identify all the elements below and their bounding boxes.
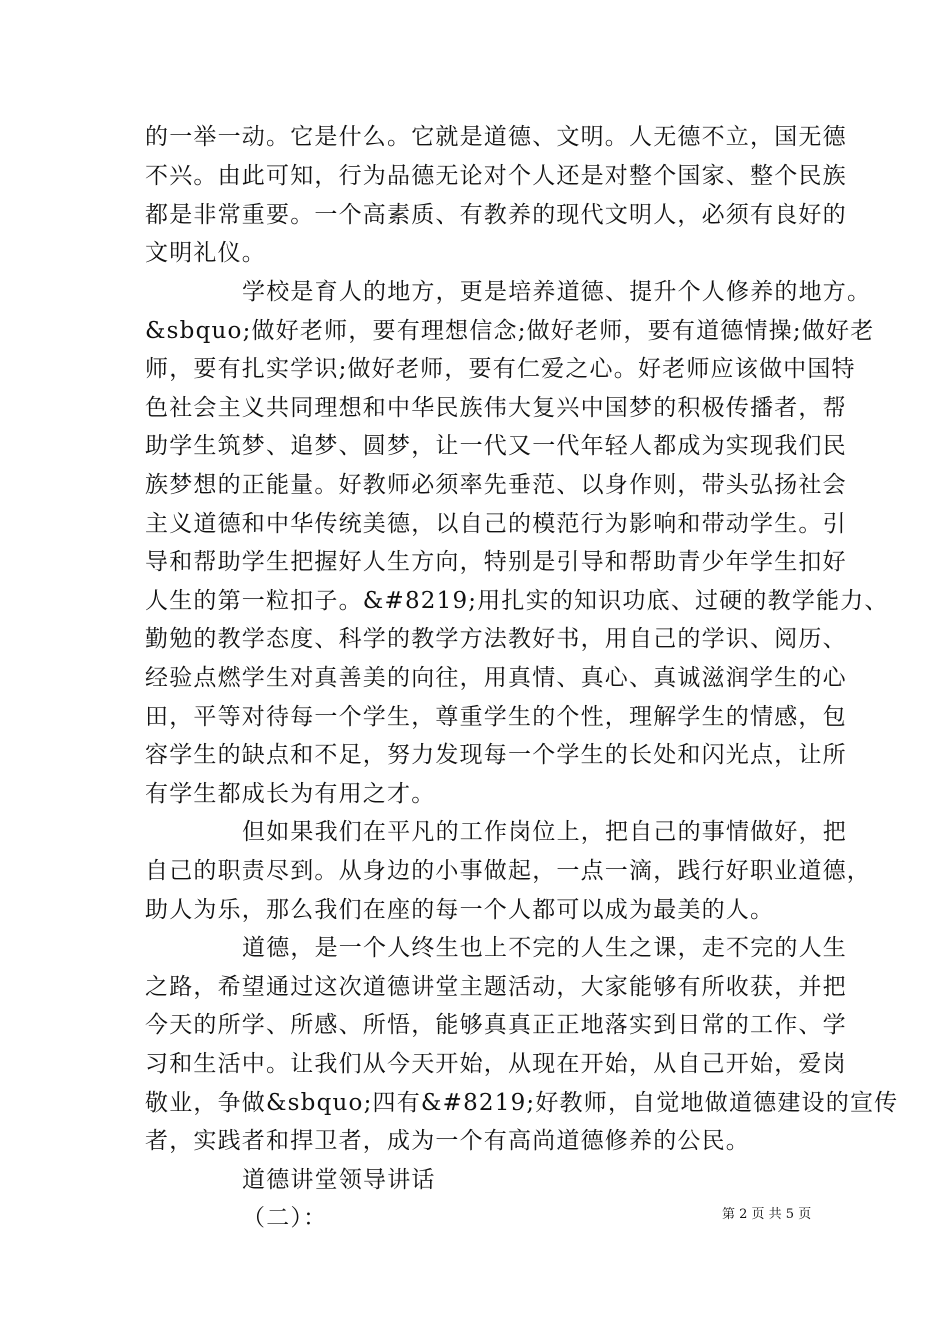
text-line: 敬业，争做&sbquo;四有&#8219;好教师，自觉地做道德建设的宣传 — [145, 1090, 899, 1116]
text-line: 之路，希望通过这次道德讲堂主题活动，大家能够有所收获，并把 — [145, 974, 847, 1000]
section-title: 道德讲堂领导讲话 — [242, 1167, 436, 1193]
text-line: 习和生活中。让我们从今天开始，从现在开始，从自己开始，爱岗 — [145, 1051, 847, 1077]
paragraph-start-line: 但如果我们在平凡的工作岗位上，把自己的事情做好，把 — [242, 819, 847, 845]
text-line: 的一举一动。它是什么。它就是道德、文明。人无德不立，国无德 — [145, 124, 847, 150]
text-line: 助人为乐，那么我们在座的每一个人都可以成为最美的人。 — [145, 897, 775, 923]
paragraph-start-line: 学校是育人的地方，更是培养道德、提升个人修养的地方。 — [242, 279, 872, 305]
page-footer: 第 2 页 共 5 页 — [722, 1207, 812, 1222]
text-line: 助学生筑梦、追梦、圆梦，让一代又一代年轻人都成为实现我们民 — [145, 433, 847, 459]
text-line: &sbquo;做好老师，要有理想信念;做好老师，要有道德情操;做好老 — [145, 318, 875, 344]
text-line: 人生的第一粒扣子。&#8219;用扎实的知识功底、过硬的教学能力、 — [145, 588, 889, 614]
text-line: 自己的职责尽到。从身边的小事做起，一点一滴，践行好职业道德， — [145, 858, 871, 884]
text-line: 田，平等对待每一个学生，尊重学生的个性，理解学生的情感，包 — [145, 704, 847, 730]
text-line: 色社会主义共同理想和中华民族伟大复兴中国梦的积极传播者，帮 — [145, 395, 847, 421]
text-line: 容学生的缺点和不足，努力发现每一个学生的长处和闪光点，让所 — [145, 742, 847, 768]
text-line: 有学生都成长为有用之才。 — [145, 781, 436, 807]
text-line: 导和帮助学生把握好人生方向，特别是引导和帮助青少年学生扣好 — [145, 549, 847, 575]
text-line: 族梦想的正能量。好教师必须率先垂范、以身作则，带头弘扬社会 — [145, 472, 847, 498]
section-subtitle: （二）： — [242, 1205, 328, 1231]
text-line: 师，要有扎实学识;做好老师，要有仁爱之心。好老师应该做中国特 — [145, 356, 856, 382]
text-line: 都是非常重要。一个高素质、有教养的现代文明人，必须有良好的 — [145, 202, 847, 228]
text-line: 文明礼仪。 — [145, 240, 266, 266]
text-line: 主义道德和中华传统美德，以自己的模范行为影响和带动学生。引 — [145, 511, 847, 537]
text-line: 经验点燃学生对真善美的向往，用真情、真心、真诚滋润学生的心 — [145, 665, 847, 691]
text-line: 者，实践者和捍卫者，成为一个有高尚道德修养的公民。 — [145, 1128, 750, 1154]
text-line: 今天的所学、所感、所悟，能够真真正正地落实到日常的工作、学 — [145, 1012, 847, 1038]
text-line: 不兴。由此可知，行为品德无论对个人还是对整个国家、整个民族 — [145, 163, 847, 189]
paragraph-start-line: 道德，是一个人终生也上不完的人生之课，走不完的人生 — [242, 935, 847, 961]
text-line: 勤勉的教学态度、科学的教学方法教好书，用自己的学识、阅历、 — [145, 626, 847, 652]
